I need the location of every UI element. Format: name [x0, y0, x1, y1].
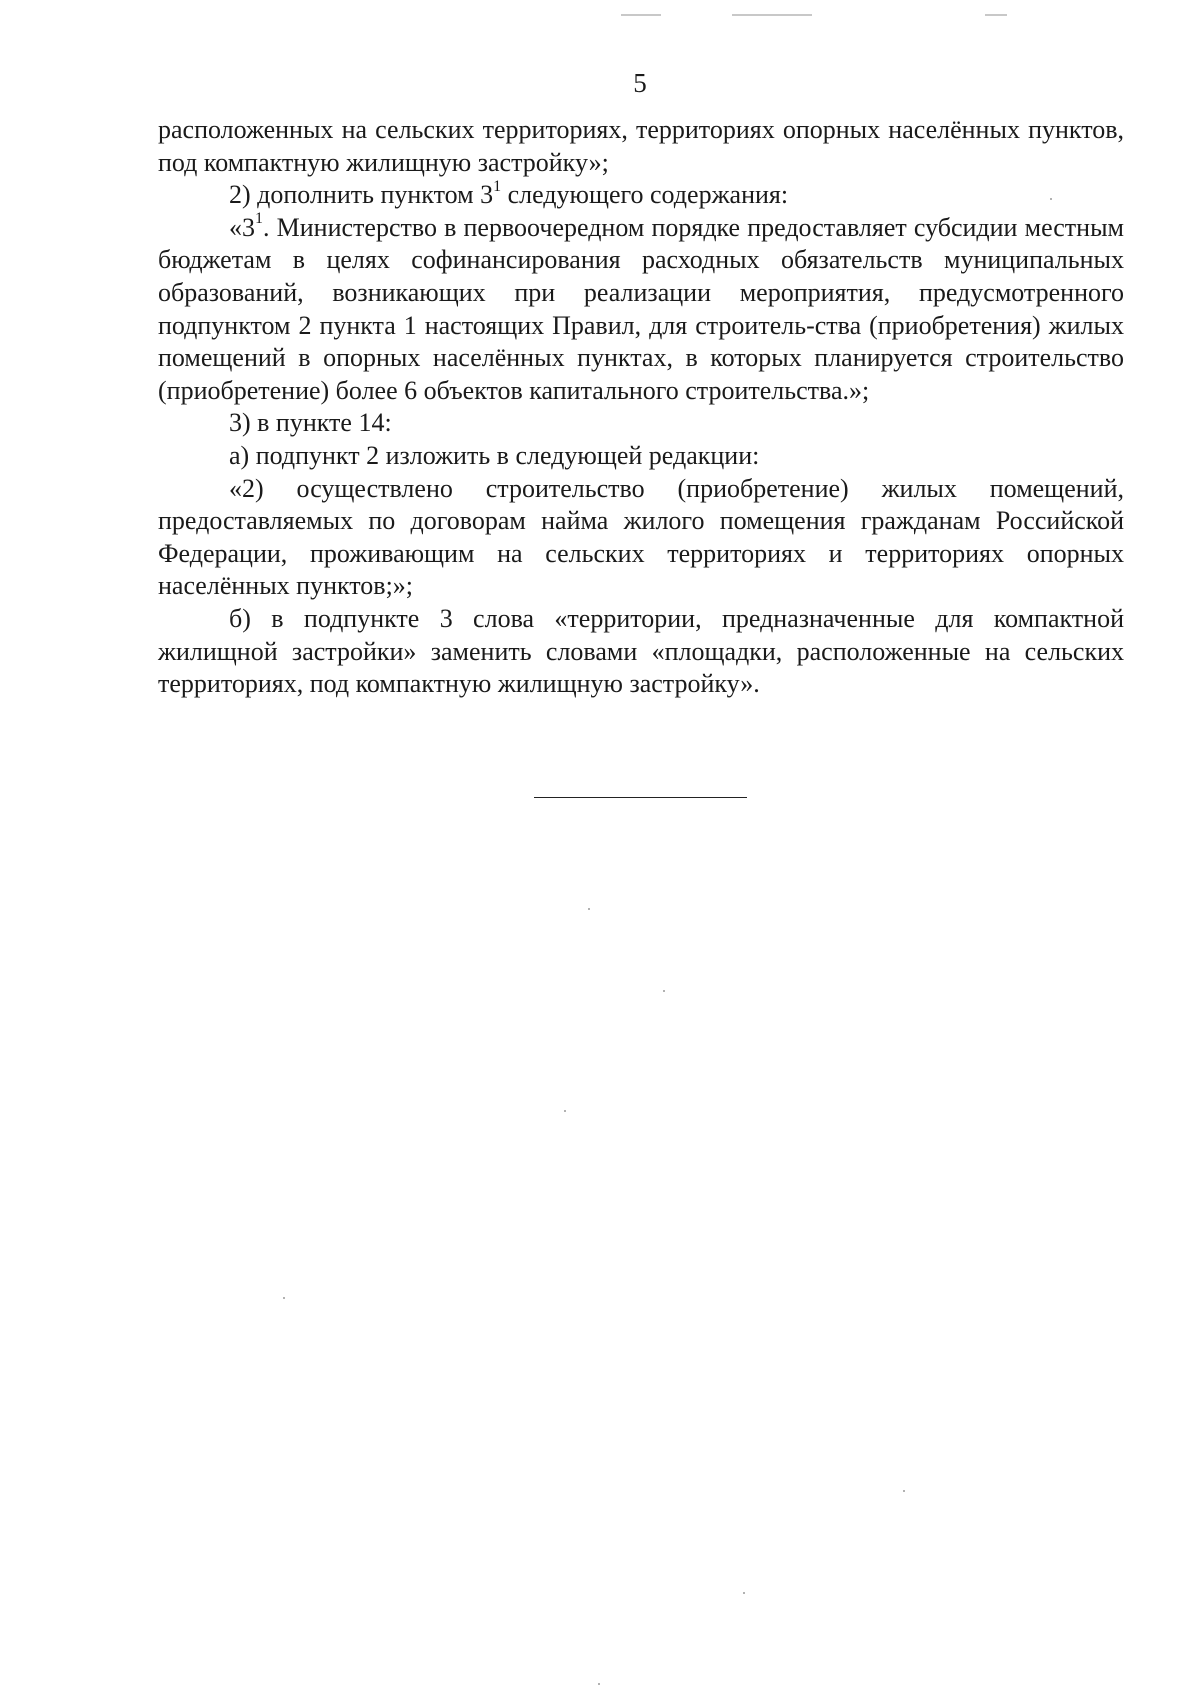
- scan-artifact: [621, 14, 661, 16]
- clause-3-1-text: . Министерство в первоочередном порядке предоставляет субсидии местным бюджетам в целях софинансирования расходных обязательств муниципальных образований, возникающих при реализации мероприятия, предусмотренного подпунктом 2 пункта 1 настоящих Правил, для строитель-ства (приобретения) жилых помещений в опорных населённых пунктах, в которых планируется строительство (приобретение) более 6 объектов капитального строительства.»;: [158, 212, 1124, 405]
- item-2-superscript: 1: [493, 177, 502, 195]
- paragraph-item-2: [158, 179, 1124, 212]
- scan-artifact: [985, 14, 1007, 16]
- scan-speck: [743, 1592, 745, 1594]
- scan-artifact: [732, 14, 812, 16]
- paragraph-clause-3-1: [158, 212, 1124, 408]
- end-of-text-rule: [534, 797, 747, 798]
- paragraph-subitem-b: б) в подпункте 3 слова «территории, предназначенные для компактной жилищной застройки» заменить словами «площадки, расположенные на сельских территориях, под компактную жилищную застройку».: [158, 603, 1124, 699]
- scan-speck: [663, 990, 665, 992]
- paragraph-subitem-a: а) подпункт 2 изложить в следующей редакции:: [229, 440, 760, 470]
- item-2-text: 2) дополнить пунктом 3: [229, 180, 494, 210]
- scan-speck: [1050, 198, 1052, 200]
- clause-3-1-open: «3: [229, 212, 255, 242]
- paragraph-item-3: 3) в пункте 14:: [229, 408, 392, 438]
- scan-speck: [564, 1110, 566, 1112]
- scan-speck: [903, 1490, 905, 1492]
- scan-speck: [283, 1297, 285, 1299]
- page-number: 5: [633, 68, 647, 98]
- paragraph-subitem-2-text: «2) осуществлено строительство (приобретение) жилых помещений, предоставляемых по договорам найма жилого помещения гражданам Российской Федерации, проживающим на сельских территориях и территориях опорных населённых пунктов;»;: [158, 473, 1124, 601]
- item-2-text-tail: следующего содержания:: [501, 180, 789, 210]
- paragraph-continuation: расположенных на сельских территориях, территориях опорных населённых пунктов, под компактную жилищную застройку»;: [158, 115, 1124, 177]
- document-body: [158, 114, 1124, 701]
- scan-speck: [588, 908, 590, 910]
- scan-speck: [598, 1683, 600, 1685]
- clause-3-1-superscript: 1: [255, 210, 263, 228]
